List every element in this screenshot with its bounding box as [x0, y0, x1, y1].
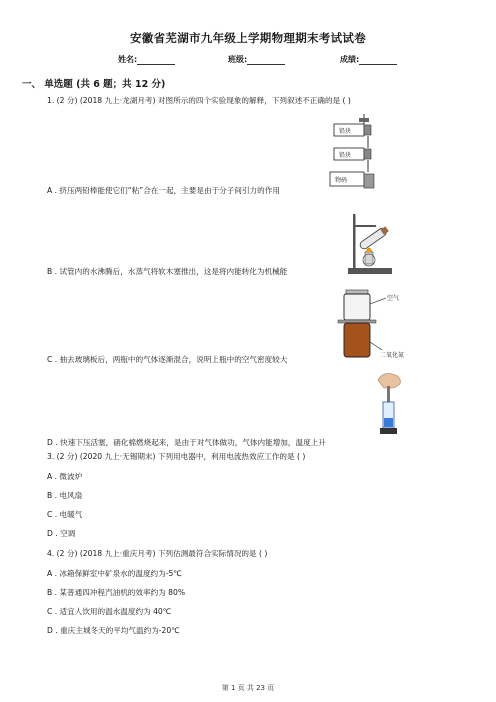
class-blank: [247, 55, 285, 65]
lead-bottom-label: 铅块: [339, 152, 352, 159]
q3-option-a: A . 微波炉: [47, 472, 83, 481]
q1-option-a: A . 挤压两铅棒能使它们“粘”合在一起，主要是由于分子间引力的作用: [47, 186, 280, 195]
question-4-stem: 4. (2 分) (2018 九上·重庆月考) 下列估测最符合实际情况的是 ( ): [47, 549, 268, 558]
weight-label: 物码: [335, 177, 348, 184]
test-tube-figure: [346, 210, 398, 276]
section-heading: 一、 单选题 (共 6 题；共 12 分): [22, 79, 166, 90]
q1-option-b: B . 试管内的水沸腾后，水蒸气将软木塞推出，这是将内能转化为机械能: [47, 267, 288, 276]
q4-option-a: A . 冰箱保鲜室中矿泉水的温度约为-5℃: [47, 569, 182, 578]
name-field: [118, 54, 175, 65]
q4-option-c: C . 适宜人饮用的温水温度约为 40℃: [47, 607, 172, 616]
score-field: [340, 54, 397, 65]
question-3-stem: 3. (2 分) (2020 九上·无锡期末) 下列用电器中，利用电流热效应工作的是 ( ): [47, 452, 306, 461]
exam-title: 安徽省芜湖市九年级上学期物理期末考试试卷: [130, 31, 366, 45]
score-label: 成绩:: [340, 55, 360, 64]
name-label: 姓名:: [118, 55, 138, 64]
page-number: 第 1 页 共 23 页: [221, 684, 275, 692]
gas-label: 二氧化氮: [380, 352, 405, 359]
lead-blocks-figure: [328, 114, 388, 198]
lead-top-label: 铅块: [339, 128, 352, 135]
q3-option-c: C . 电暖气: [47, 510, 83, 519]
question-1-stem: 1. (2 分) (2018 九上·龙湖月考) 对图所示的四个实验现象的解释，下列叙述不正确的是 ( ): [47, 96, 351, 105]
q1-option-c: C . 抽去玻璃板后，两瓶中的气体逐渐混合，说明上瓶中的空气密度较大: [47, 355, 288, 364]
class-field: [228, 54, 285, 65]
q3-option-b: B . 电风扇: [47, 491, 83, 500]
air-label: 空气: [387, 295, 400, 302]
piston-figure: [372, 370, 406, 442]
q4-option-b: B . 某普通四冲程汽油机的效率约为 80%: [47, 588, 186, 597]
gas-jars-figure: [334, 284, 414, 364]
name-blank: [137, 55, 175, 65]
q4-option-d: D . 重庆主城冬天的平均气温约为-20℃: [47, 626, 180, 635]
score-blank: [359, 55, 397, 65]
q1-option-d: D . 快速下压活塞，硝化棉燃烧起来，是由于对气体做功，气体内能增加，温度上升: [47, 438, 326, 447]
q3-option-d: D . 空调: [47, 529, 76, 538]
class-label: 班级:: [228, 55, 248, 64]
